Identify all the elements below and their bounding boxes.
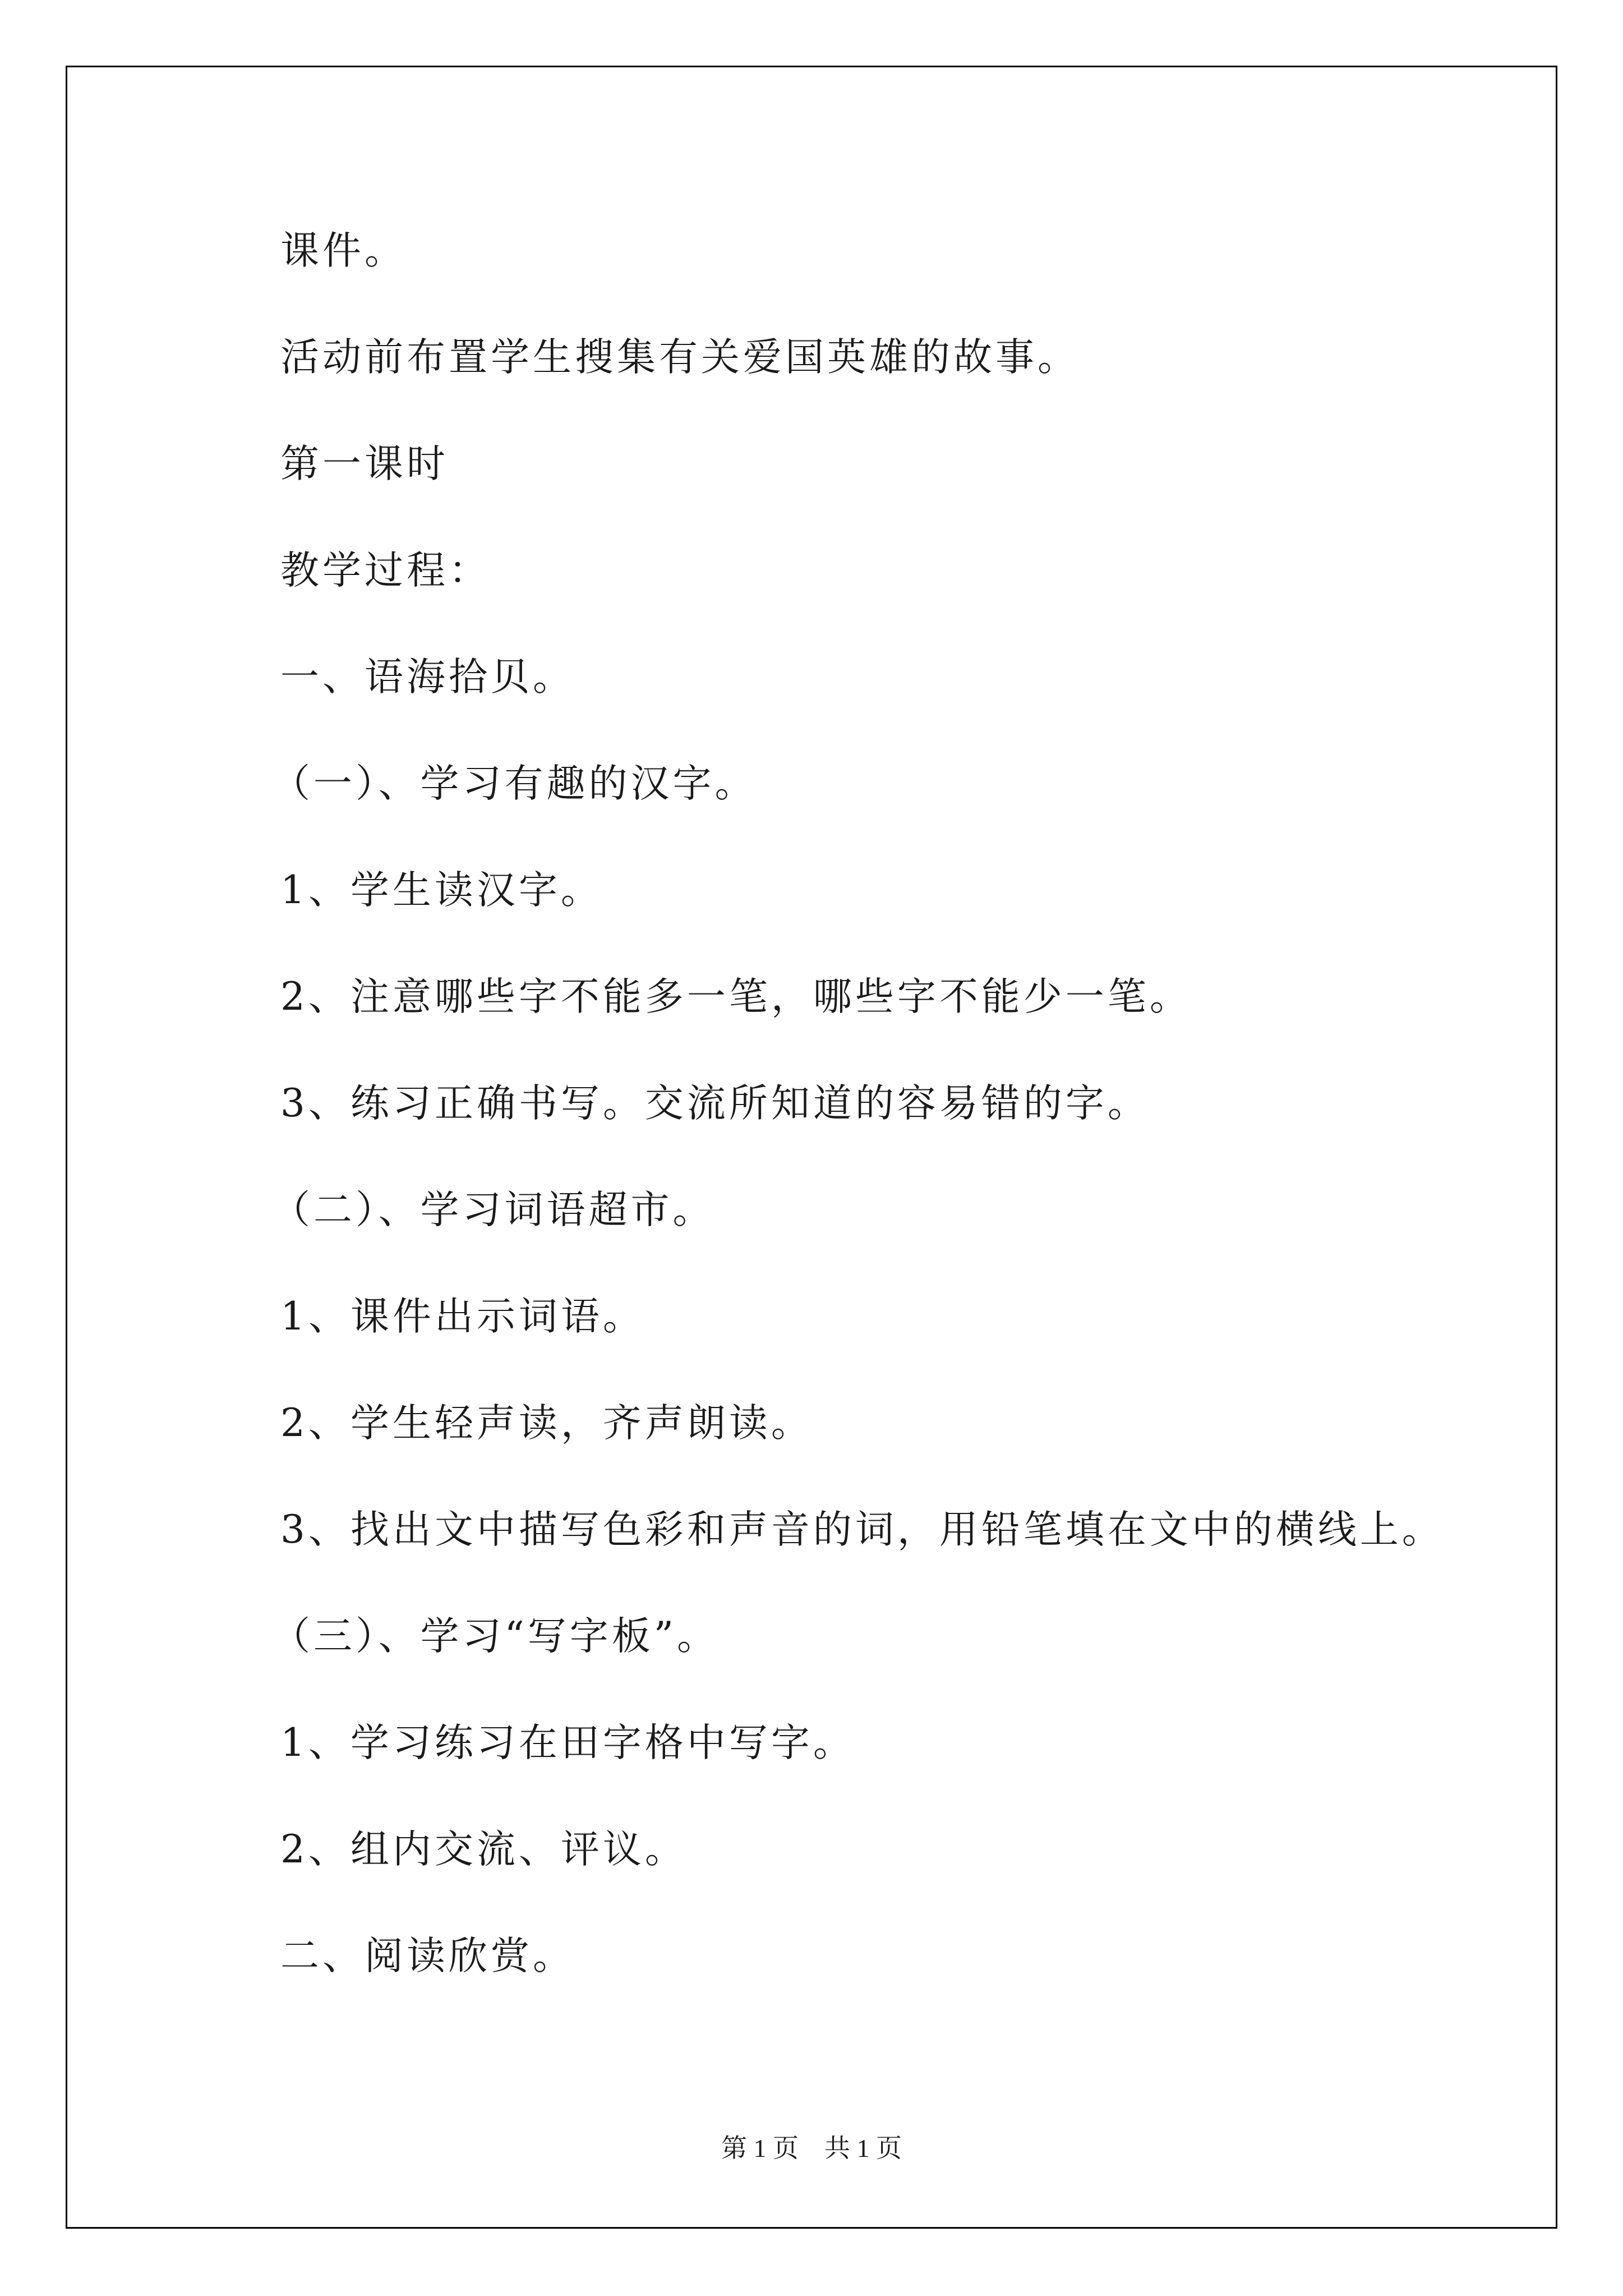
text-line: 课件。	[280, 228, 407, 273]
list-item: 1、课件出示词语。	[280, 1294, 645, 1339]
section-heading: 二、阅读欣赏。	[280, 1934, 575, 1978]
subsection-heading: （一）、学习有趣的汉字。	[271, 761, 757, 806]
section-heading: 一、语海拾贝。	[280, 655, 575, 700]
text-line: 活动前布置学生搜集有关爱国英雄的故事。	[280, 335, 1080, 380]
text-line: 教学过程：	[280, 548, 491, 593]
subsection-heading: （三）、学习“写字板”。	[271, 1614, 720, 1659]
list-item: 2、学生轻声读，齐声朗读。	[280, 1401, 813, 1446]
list-item: 3、找出文中描写色彩和声音的词，用铅笔填在文中的横线上。	[280, 1507, 1444, 1552]
list-item: 2、注意哪些字不能多一笔，哪些字不能少一笔。	[280, 974, 1192, 1019]
text-line: 第一课时	[280, 441, 449, 486]
page-border	[66, 66, 1557, 2229]
list-item: 1、学习练习在田字格中写字。	[280, 1720, 855, 1765]
list-item: 3、练习正确书写。交流所知道的容易错的字。	[280, 1081, 1150, 1126]
list-item: 1、学生读汉字。	[280, 868, 603, 913]
subsection-heading: （二）、学习词语超市。	[271, 1188, 715, 1232]
list-item: 2、组内交流、评议。	[280, 1827, 687, 1872]
page-number-footer: 第 1 页 共 1 页	[721, 2134, 902, 2162]
